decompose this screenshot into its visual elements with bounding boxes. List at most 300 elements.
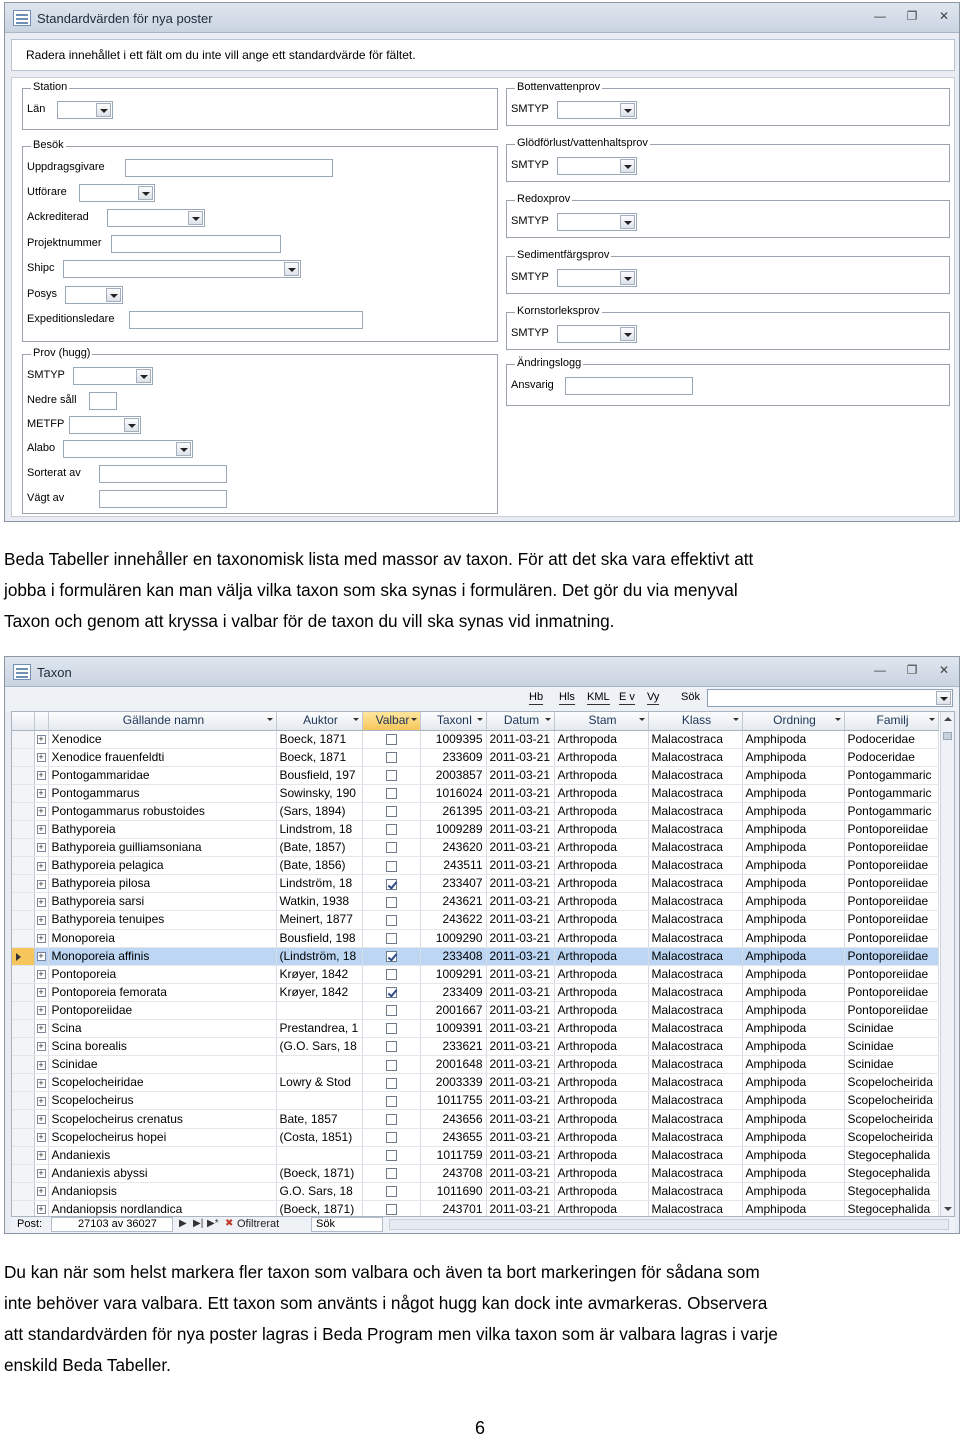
cell-klass[interactable]: Malacostraca xyxy=(648,802,742,820)
expand-cell[interactable] xyxy=(34,1092,48,1110)
cell-valbar[interactable] xyxy=(362,1110,420,1128)
expand-cell[interactable] xyxy=(34,839,48,857)
cell-klass[interactable]: Malacostraca xyxy=(648,784,742,802)
cell-auktor[interactable]: Lindstrom, 18 xyxy=(276,820,362,838)
cell-taxoni[interactable]: 1009291 xyxy=(420,965,486,983)
ackrediterad-combo[interactable] xyxy=(107,209,205,227)
expand-cell[interactable] xyxy=(34,983,48,1001)
valbar-checkbox[interactable] xyxy=(386,915,397,926)
utforare-combo[interactable] xyxy=(79,184,155,202)
cell-gallande-namn[interactable]: Bathyporeia pilosa xyxy=(48,875,276,893)
row-selector[interactable] xyxy=(12,857,34,875)
table-row[interactable] xyxy=(12,802,938,820)
cell-taxoni[interactable]: 1016024 xyxy=(420,784,486,802)
cell-gallande-namn[interactable]: Pontoporeia xyxy=(48,965,276,983)
expand-cell[interactable] xyxy=(34,893,48,911)
row-selector[interactable] xyxy=(12,1182,34,1200)
ev-button[interactable]: E v xyxy=(619,691,635,703)
alabo-combo[interactable] xyxy=(63,440,193,458)
cell-taxoni[interactable]: 243656 xyxy=(420,1110,486,1128)
row-selector[interactable] xyxy=(12,929,34,947)
chevron-down-icon[interactable] xyxy=(620,271,635,285)
valbar-checkbox[interactable] xyxy=(386,1114,397,1125)
expand-plus-icon[interactable]: + xyxy=(38,914,44,925)
cell-familj[interactable]: Scopelocheirida xyxy=(844,1128,938,1146)
expand-plus-icon[interactable]: + xyxy=(38,969,44,980)
table-row[interactable] xyxy=(12,965,938,983)
cell-valbar[interactable] xyxy=(362,893,420,911)
cell-ordning[interactable]: Amphipoda xyxy=(742,839,844,857)
row-selector[interactable] xyxy=(12,1074,34,1092)
cell-stam[interactable]: Arthropoda xyxy=(554,1074,648,1092)
cell-gallande-namn[interactable]: Scopelocheirus crenatus xyxy=(48,1110,276,1128)
table-row[interactable] xyxy=(12,947,938,965)
cell-stam[interactable]: Arthropoda xyxy=(554,730,648,748)
cell-ordning[interactable]: Amphipoda xyxy=(742,947,844,965)
sort-arrow-icon[interactable] xyxy=(929,718,935,721)
cell-stam[interactable]: Arthropoda xyxy=(554,820,648,838)
cell-gallande-namn[interactable]: Scopelocheirus hopei xyxy=(48,1128,276,1146)
shipc-combo[interactable] xyxy=(63,260,301,278)
minimize-icon[interactable]: — xyxy=(874,663,886,677)
cell-klass[interactable]: Malacostraca xyxy=(648,983,742,1001)
cell-datum[interactable]: 2011-03-21 xyxy=(486,1074,554,1092)
cell-valbar[interactable] xyxy=(362,965,420,983)
valbar-checkbox[interactable] xyxy=(386,951,397,962)
chevron-down-icon[interactable] xyxy=(124,418,139,432)
cell-ordning[interactable]: Amphipoda xyxy=(742,911,844,929)
cell-taxoni[interactable]: 243708 xyxy=(420,1164,486,1182)
cell-valbar[interactable] xyxy=(362,1056,420,1074)
cell-klass[interactable]: Malacostraca xyxy=(648,1038,742,1056)
cell-datum[interactable]: 2011-03-21 xyxy=(486,820,554,838)
cell-valbar[interactable] xyxy=(362,1164,420,1182)
valbar-checkbox[interactable] xyxy=(386,734,397,745)
row-selector[interactable] xyxy=(12,839,34,857)
cell-taxoni[interactable]: 243655 xyxy=(420,1128,486,1146)
cell-taxoni[interactable]: 233408 xyxy=(420,947,486,965)
cell-auktor[interactable]: Bousfield, 198 xyxy=(276,929,362,947)
cell-stam[interactable]: Arthropoda xyxy=(554,1164,648,1182)
expand-plus-icon[interactable]: + xyxy=(38,842,44,853)
table-row[interactable] xyxy=(12,820,938,838)
select-all-corner[interactable] xyxy=(12,712,34,730)
table-row[interactable] xyxy=(12,1164,938,1182)
minimize-icon[interactable]: — xyxy=(874,9,886,23)
cell-klass[interactable]: Malacostraca xyxy=(648,1074,742,1092)
expand-plus-icon[interactable]: + xyxy=(38,1059,44,1070)
cell-familj[interactable]: Pontoporeiidae xyxy=(844,875,938,893)
cell-klass[interactable]: Malacostraca xyxy=(648,1020,742,1038)
cell-valbar[interactable] xyxy=(362,875,420,893)
table-row[interactable] xyxy=(12,857,938,875)
lan-combo[interactable] xyxy=(57,101,113,119)
close-icon[interactable]: ✕ xyxy=(938,9,950,23)
cell-gallande-namn[interactable]: Scinidae xyxy=(48,1056,276,1074)
cell-datum[interactable]: 2011-03-21 xyxy=(486,1038,554,1056)
cell-datum[interactable]: 2011-03-21 xyxy=(486,839,554,857)
cell-auktor[interactable]: Prestandrea, 1 xyxy=(276,1020,362,1038)
new-record-icon[interactable]: ▶* xyxy=(207,1218,219,1229)
cell-familj[interactable]: Pontogammaric xyxy=(844,784,938,802)
expand-plus-icon[interactable]: + xyxy=(38,824,44,835)
expand-cell[interactable] xyxy=(34,1056,48,1074)
chevron-down-icon[interactable] xyxy=(96,103,111,117)
cell-gallande-namn[interactable]: Bathyporeia guilliamsoniana xyxy=(48,839,276,857)
row-selector[interactable] xyxy=(12,802,34,820)
table-row[interactable] xyxy=(12,1056,938,1074)
cell-stam[interactable]: Arthropoda xyxy=(554,1182,648,1200)
valbar-checkbox[interactable] xyxy=(386,1005,397,1016)
cell-valbar[interactable] xyxy=(362,1200,420,1217)
cell-ordning[interactable]: Amphipoda xyxy=(742,766,844,784)
expand-plus-icon[interactable]: + xyxy=(38,1131,44,1142)
row-selector[interactable] xyxy=(12,1056,34,1074)
expand-cell[interactable] xyxy=(34,820,48,838)
cell-datum[interactable]: 2011-03-21 xyxy=(486,947,554,965)
cell-ordning[interactable]: Amphipoda xyxy=(742,1200,844,1217)
cell-ordning[interactable]: Amphipoda xyxy=(742,730,844,748)
cell-ordning[interactable]: Amphipoda xyxy=(742,784,844,802)
cell-familj[interactable]: Podoceridae xyxy=(844,730,938,748)
cell-klass[interactable]: Malacostraca xyxy=(648,911,742,929)
expand-cell[interactable] xyxy=(34,857,48,875)
cell-stam[interactable]: Arthropoda xyxy=(554,1038,648,1056)
cell-datum[interactable]: 2011-03-21 xyxy=(486,983,554,1001)
valbar-checkbox[interactable] xyxy=(386,987,397,998)
cell-familj[interactable]: Pontoporeiidae xyxy=(844,839,938,857)
cell-valbar[interactable] xyxy=(362,730,420,748)
row-selector[interactable] xyxy=(12,748,34,766)
close-icon[interactable]: ✕ xyxy=(938,663,950,677)
cell-taxoni[interactable]: 233407 xyxy=(420,875,486,893)
cell-taxoni[interactable]: 233609 xyxy=(420,748,486,766)
cell-datum[interactable]: 2011-03-21 xyxy=(486,911,554,929)
cell-gallande-namn[interactable]: Scopelocheirus xyxy=(48,1092,276,1110)
row-selector[interactable] xyxy=(12,1164,34,1182)
cell-ordning[interactable]: Amphipoda xyxy=(742,1146,844,1164)
table-row[interactable] xyxy=(12,1092,938,1110)
expand-cell[interactable] xyxy=(34,1001,48,1019)
cell-auktor[interactable] xyxy=(276,1092,362,1110)
restore-icon[interactable]: ❐ xyxy=(906,663,918,677)
cell-klass[interactable]: Malacostraca xyxy=(648,857,742,875)
expand-cell[interactable] xyxy=(34,1110,48,1128)
valbar-checkbox[interactable] xyxy=(386,1132,397,1143)
cell-familj[interactable]: Stegocephalida xyxy=(844,1164,938,1182)
valbar-checkbox[interactable] xyxy=(386,1150,397,1161)
cell-auktor[interactable]: (Boeck, 1871) xyxy=(276,1164,362,1182)
sedimentfarg-smtyp-combo[interactable] xyxy=(557,269,637,287)
cell-klass[interactable]: Malacostraca xyxy=(648,1200,742,1217)
valbar-checkbox[interactable] xyxy=(386,969,397,980)
table-row[interactable] xyxy=(12,730,938,748)
cell-datum[interactable]: 2011-03-21 xyxy=(486,1020,554,1038)
table-row[interactable] xyxy=(12,1001,938,1019)
cell-auktor[interactable]: (Bate, 1856) xyxy=(276,857,362,875)
cell-gallande-namn[interactable]: Xenodice xyxy=(48,730,276,748)
cell-taxoni[interactable]: 1009289 xyxy=(420,820,486,838)
column-header-stam[interactable] xyxy=(554,712,648,730)
filter-status-button[interactable]: Ofiltrerat xyxy=(237,1218,280,1230)
cell-taxoni[interactable]: 2001667 xyxy=(420,1001,486,1019)
cell-taxoni[interactable]: 1009395 xyxy=(420,730,486,748)
expand-plus-icon[interactable]: + xyxy=(38,1005,44,1016)
cell-familj[interactable]: Pontoporeiidae xyxy=(844,947,938,965)
cell-klass[interactable]: Malacostraca xyxy=(648,1182,742,1200)
valbar-checkbox[interactable] xyxy=(386,1041,397,1052)
cell-auktor[interactable]: Meinert, 1877 xyxy=(276,911,362,929)
cell-datum[interactable]: 2011-03-21 xyxy=(486,1001,554,1019)
cell-gallande-namn[interactable]: Pontogammarus robustoides xyxy=(48,802,276,820)
valbar-checkbox[interactable] xyxy=(386,806,397,817)
horizontal-scrollbar[interactable] xyxy=(389,1219,949,1230)
expand-plus-icon[interactable]: + xyxy=(38,1041,44,1052)
row-selector[interactable] xyxy=(12,947,34,965)
cell-auktor[interactable]: (Boeck, 1871) xyxy=(276,1200,362,1217)
cell-datum[interactable]: 2011-03-21 xyxy=(486,1110,554,1128)
cell-klass[interactable]: Malacostraca xyxy=(648,1128,742,1146)
expand-plus-icon[interactable]: + xyxy=(38,1186,44,1197)
valbar-checkbox[interactable] xyxy=(386,770,397,781)
cell-familj[interactable]: Pontoporeiidae xyxy=(844,929,938,947)
cell-datum[interactable]: 2011-03-21 xyxy=(486,857,554,875)
chevron-down-icon[interactable] xyxy=(176,442,191,456)
expand-cell[interactable] xyxy=(34,947,48,965)
cell-familj[interactable]: Pontoporeiidae xyxy=(844,820,938,838)
chevron-down-icon[interactable] xyxy=(106,288,121,302)
cell-stam[interactable]: Arthropoda xyxy=(554,839,648,857)
cell-familj[interactable]: Scinidae xyxy=(844,1038,938,1056)
cell-ordning[interactable]: Amphipoda xyxy=(742,929,844,947)
cell-datum[interactable]: 2011-03-21 xyxy=(486,1182,554,1200)
valbar-checkbox[interactable] xyxy=(386,1186,397,1197)
cell-taxoni[interactable]: 243621 xyxy=(420,893,486,911)
cell-familj[interactable]: Stegocephalida xyxy=(844,1146,938,1164)
sort-arrow-icon[interactable] xyxy=(639,718,645,721)
cell-ordning[interactable]: Amphipoda xyxy=(742,875,844,893)
cell-stam[interactable]: Arthropoda xyxy=(554,748,648,766)
expand-cell[interactable] xyxy=(34,730,48,748)
expand-cell[interactable] xyxy=(34,911,48,929)
cell-datum[interactable]: 2011-03-21 xyxy=(486,1128,554,1146)
cell-stam[interactable]: Arthropoda xyxy=(554,1200,648,1217)
cell-gallande-namn[interactable]: Scopelocheiridae xyxy=(48,1074,276,1092)
cell-stam[interactable]: Arthropoda xyxy=(554,784,648,802)
cell-stam[interactable]: Arthropoda xyxy=(554,1128,648,1146)
expand-cell[interactable] xyxy=(34,1020,48,1038)
cell-gallande-namn[interactable]: Scina borealis xyxy=(48,1038,276,1056)
cell-ordning[interactable]: Amphipoda xyxy=(742,965,844,983)
cell-klass[interactable]: Malacostraca xyxy=(648,730,742,748)
row-selector[interactable] xyxy=(12,911,34,929)
cell-ordning[interactable]: Amphipoda xyxy=(742,802,844,820)
cell-datum[interactable]: 2011-03-21 xyxy=(486,748,554,766)
cell-auktor[interactable]: (Lindström, 18 xyxy=(276,947,362,965)
cell-auktor[interactable]: Watkin, 1938 xyxy=(276,893,362,911)
cell-familj[interactable]: Pontoporeiidae xyxy=(844,983,938,1001)
cell-familj[interactable]: Stegocephalida xyxy=(844,1182,938,1200)
cell-gallande-namn[interactable]: Monoporeia affinis xyxy=(48,947,276,965)
cell-datum[interactable]: 2011-03-21 xyxy=(486,875,554,893)
cell-auktor[interactable] xyxy=(276,1146,362,1164)
cell-familj[interactable]: Podoceridae xyxy=(844,748,938,766)
cell-klass[interactable]: Malacostraca xyxy=(648,1146,742,1164)
expand-cell[interactable] xyxy=(34,875,48,893)
row-selector[interactable] xyxy=(12,1128,34,1146)
last-record-icon[interactable]: ▶| xyxy=(193,1218,204,1229)
cell-stam[interactable]: Arthropoda xyxy=(554,1146,648,1164)
cell-valbar[interactable] xyxy=(362,1146,420,1164)
valbar-checkbox[interactable] xyxy=(386,879,397,890)
row-selector[interactable] xyxy=(12,730,34,748)
row-selector[interactable] xyxy=(12,1020,34,1038)
cell-klass[interactable]: Malacostraca xyxy=(648,875,742,893)
cell-valbar[interactable] xyxy=(362,802,420,820)
cell-datum[interactable]: 2011-03-21 xyxy=(486,784,554,802)
expand-plus-icon[interactable]: + xyxy=(38,806,44,817)
table-row[interactable] xyxy=(12,839,938,857)
ansvarig-field[interactable] xyxy=(565,377,693,395)
cell-auktor[interactable]: Bousfield, 197 xyxy=(276,766,362,784)
cell-ordning[interactable]: Amphipoda xyxy=(742,1164,844,1182)
expand-cell[interactable] xyxy=(34,748,48,766)
expand-plus-icon[interactable]: + xyxy=(38,951,44,961)
scroll-up-icon[interactable] xyxy=(944,717,952,721)
expand-plus-icon[interactable]: + xyxy=(38,1095,44,1106)
cell-stam[interactable]: Arthropoda xyxy=(554,1092,648,1110)
table-row[interactable] xyxy=(12,766,938,784)
row-selector[interactable] xyxy=(12,820,34,838)
cell-stam[interactable]: Arthropoda xyxy=(554,857,648,875)
expand-plus-icon[interactable]: + xyxy=(38,1168,44,1179)
cell-gallande-namn[interactable]: Andaniopsis nordlandica xyxy=(48,1200,276,1217)
bottenvatten-smtyp-combo[interactable] xyxy=(557,101,637,119)
expand-cell[interactable] xyxy=(34,1074,48,1092)
cell-familj[interactable]: Scopelocheirida xyxy=(844,1092,938,1110)
cell-klass[interactable]: Malacostraca xyxy=(648,1110,742,1128)
expand-cell[interactable] xyxy=(34,929,48,947)
cell-valbar[interactable] xyxy=(362,1020,420,1038)
cell-valbar[interactable] xyxy=(362,1038,420,1056)
row-selector[interactable] xyxy=(12,965,34,983)
cell-ordning[interactable]: Amphipoda xyxy=(742,1110,844,1128)
cell-taxoni[interactable]: 243511 xyxy=(420,857,486,875)
cell-familj[interactable]: Pontoporeiidae xyxy=(844,965,938,983)
cell-valbar[interactable] xyxy=(362,839,420,857)
column-header-taxoni[interactable] xyxy=(420,712,486,730)
cell-ordning[interactable]: Amphipoda xyxy=(742,820,844,838)
cell-taxoni[interactable]: 2001648 xyxy=(420,1056,486,1074)
cell-gallande-namn[interactable]: Pontogammarus xyxy=(48,784,276,802)
table-row[interactable] xyxy=(12,1038,938,1056)
cell-datum[interactable]: 2011-03-21 xyxy=(486,1146,554,1164)
cell-ordning[interactable]: Amphipoda xyxy=(742,748,844,766)
chevron-down-icon[interactable] xyxy=(138,186,153,200)
cell-valbar[interactable] xyxy=(362,766,420,784)
cell-gallande-namn[interactable]: Bathyporeia xyxy=(48,820,276,838)
cell-stam[interactable]: Arthropoda xyxy=(554,1056,648,1074)
cell-gallande-namn[interactable]: Pontoporeiidae xyxy=(48,1001,276,1019)
column-header-valbar[interactable] xyxy=(362,712,420,730)
cell-familj[interactable]: Pontoporeiidae xyxy=(844,911,938,929)
valbar-checkbox[interactable] xyxy=(386,933,397,944)
sort-arrow-icon[interactable] xyxy=(353,718,359,721)
cell-stam[interactable]: Arthropoda xyxy=(554,766,648,784)
cell-ordning[interactable]: Amphipoda xyxy=(742,893,844,911)
cell-datum[interactable]: 2011-03-21 xyxy=(486,965,554,983)
valbar-checkbox[interactable] xyxy=(386,897,397,908)
cell-auktor[interactable]: G.O. Sars, 18 xyxy=(276,1182,362,1200)
cell-stam[interactable]: Arthropoda xyxy=(554,802,648,820)
expand-cell[interactable] xyxy=(34,1128,48,1146)
row-selector[interactable] xyxy=(12,875,34,893)
sort-arrow-icon[interactable] xyxy=(545,718,551,721)
expand-plus-icon[interactable]: + xyxy=(38,878,44,889)
posys-combo[interactable] xyxy=(65,286,123,304)
row-selector[interactable] xyxy=(12,766,34,784)
cell-valbar[interactable] xyxy=(362,784,420,802)
cell-familj[interactable]: Pontoporeiidae xyxy=(844,1001,938,1019)
cell-ordning[interactable]: Amphipoda xyxy=(742,1092,844,1110)
cell-familj[interactable]: Scopelocheirida xyxy=(844,1074,938,1092)
cell-taxoni[interactable]: 2003857 xyxy=(420,766,486,784)
chevron-down-icon[interactable] xyxy=(620,327,635,341)
vertical-scrollbar[interactable] xyxy=(940,712,954,1216)
cell-gallande-namn[interactable]: Andaniexis abyssi xyxy=(48,1164,276,1182)
record-number-box[interactable] xyxy=(51,1217,173,1232)
expand-cell[interactable] xyxy=(34,1038,48,1056)
redox-smtyp-combo[interactable] xyxy=(557,213,637,231)
sort-arrow-icon[interactable] xyxy=(267,718,273,721)
cell-taxoni[interactable]: 261395 xyxy=(420,802,486,820)
cell-auktor[interactable]: Boeck, 1871 xyxy=(276,730,362,748)
table-row[interactable] xyxy=(12,1200,938,1217)
vagt-av-field[interactable] xyxy=(99,490,227,508)
cell-ordning[interactable]: Amphipoda xyxy=(742,1182,844,1200)
cell-valbar[interactable] xyxy=(362,820,420,838)
expand-cell[interactable] xyxy=(34,965,48,983)
cell-stam[interactable]: Arthropoda xyxy=(554,893,648,911)
column-header-familj[interactable] xyxy=(844,712,938,730)
column-header-datum[interactable] xyxy=(486,712,554,730)
cell-auktor[interactable]: (G.O. Sars, 18 xyxy=(276,1038,362,1056)
cell-klass[interactable]: Malacostraca xyxy=(648,748,742,766)
cell-stam[interactable]: Arthropoda xyxy=(554,1001,648,1019)
cell-gallande-namn[interactable]: Bathyporeia pelagica xyxy=(48,857,276,875)
valbar-checkbox[interactable] xyxy=(386,861,397,872)
cell-datum[interactable]: 2011-03-21 xyxy=(486,1164,554,1182)
cell-datum[interactable]: 2011-03-21 xyxy=(486,730,554,748)
expand-plus-icon[interactable]: + xyxy=(38,733,44,744)
kml-button[interactable]: KML xyxy=(587,691,610,703)
cell-klass[interactable]: Malacostraca xyxy=(648,1092,742,1110)
cell-familj[interactable]: Scinidae xyxy=(844,1020,938,1038)
sort-arrow-icon[interactable] xyxy=(477,718,483,721)
cell-klass[interactable]: Malacostraca xyxy=(648,947,742,965)
chevron-down-icon[interactable] xyxy=(620,159,635,173)
expand-cell[interactable] xyxy=(34,1146,48,1164)
cell-auktor[interactable] xyxy=(276,1001,362,1019)
row-selector[interactable] xyxy=(12,1001,34,1019)
nedre-sall-field[interactable] xyxy=(89,392,117,410)
valbar-checkbox[interactable] xyxy=(386,824,397,835)
row-selector[interactable] xyxy=(12,1146,34,1164)
expand-plus-icon[interactable]: + xyxy=(38,770,44,781)
cell-gallande-namn[interactable]: Pontogammaridae xyxy=(48,766,276,784)
cell-stam[interactable]: Arthropoda xyxy=(554,875,648,893)
cell-familj[interactable]: Pontoporeiidae xyxy=(844,893,938,911)
